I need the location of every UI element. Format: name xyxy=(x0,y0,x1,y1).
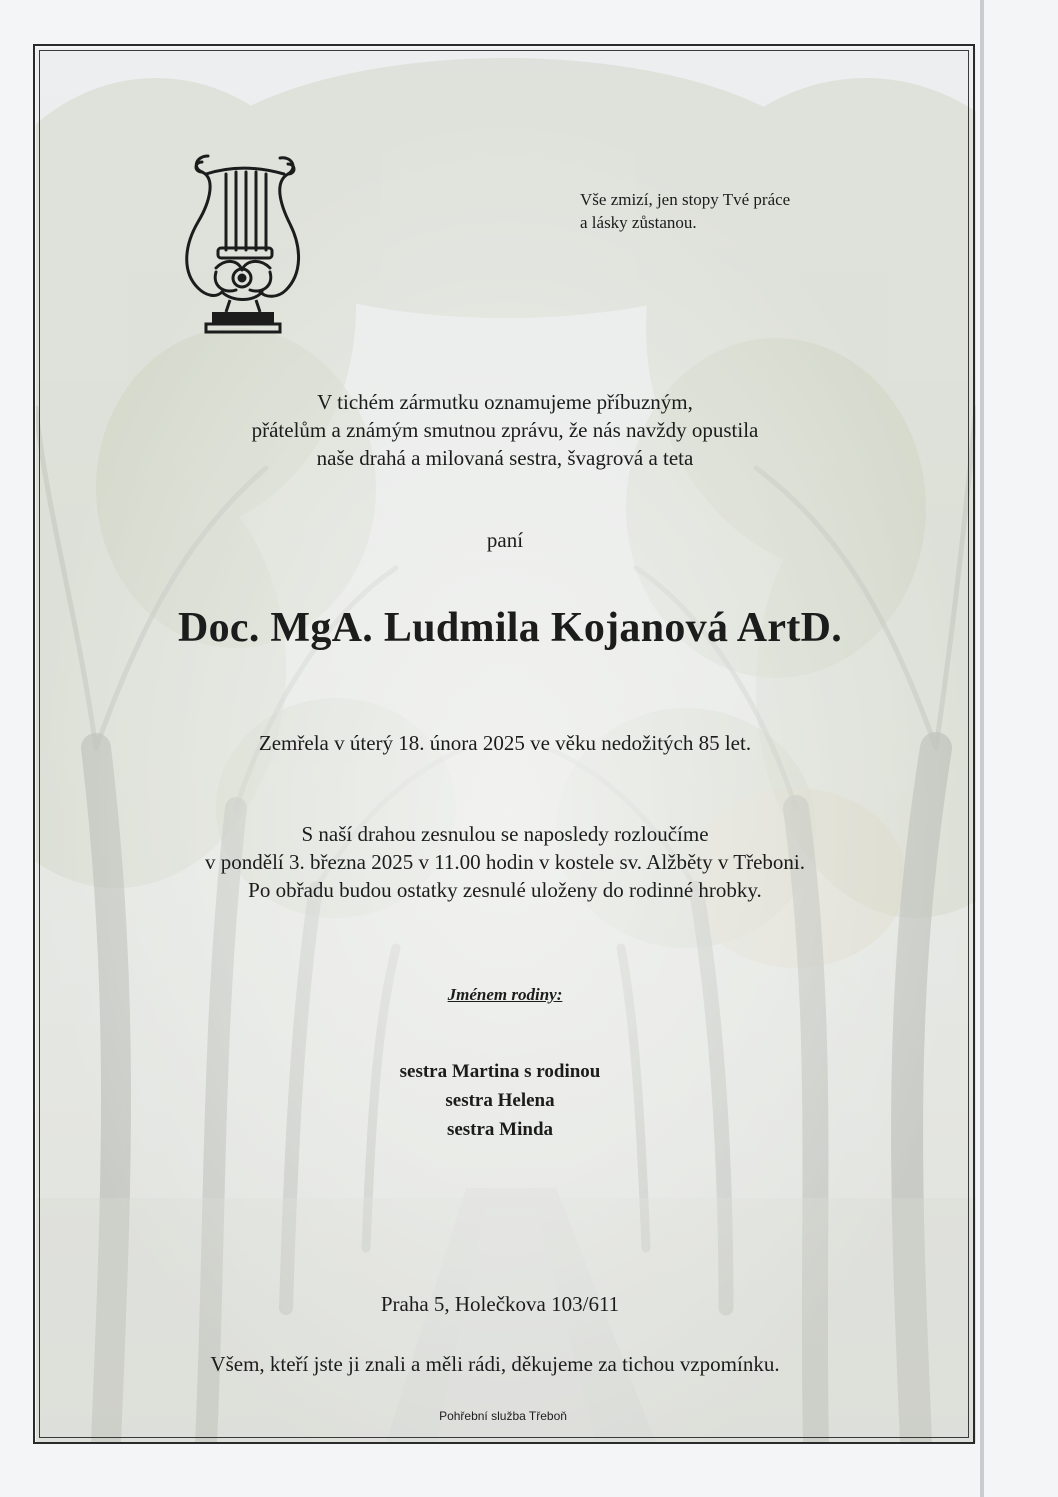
family-member: sestra Martina s rodinou xyxy=(399,1061,601,1082)
announcement-line: naše drahá a milovaná sestra, švagrová a teta xyxy=(316,446,694,470)
address: Praha 5, Holečkova 103/611 xyxy=(380,1292,620,1316)
ceremony-line: Po obřadu budou ostatky zesnulé uloženy do rodinné hrobky. xyxy=(248,878,762,902)
honorific: paní xyxy=(486,528,524,552)
death-notice: Zemřela v úterý 18. února 2025 ve věku nedožitých 85 let. xyxy=(258,731,752,755)
quote-line: Vše zmizí, jen stopy Tvé práce xyxy=(580,190,791,209)
quote xyxy=(580,188,790,234)
thanks-text: Všem, kteří jste ji znali a měli rádi, děkujeme za tichou vzpomínku. xyxy=(210,1352,780,1376)
quote-line: a lásky zůstanou. xyxy=(580,213,697,232)
family-member: sestra Minda xyxy=(446,1119,554,1140)
deceased-name: Doc. MgA. Ludmila Kojanová ArtD. xyxy=(177,605,843,651)
announcement-line: přátelům a známým smutnou zprávu, že nás navždy opustila xyxy=(251,418,759,442)
family-members xyxy=(0,1057,1000,1144)
ceremony-line: v pondělí 3. března 2025 v 11.00 hodin v kostele sv. Alžběty v Třeboni. xyxy=(205,850,805,874)
ceremony-line: S naší drahou zesnulou se naposledy rozloučíme xyxy=(301,822,709,846)
announcement-line: V tichém zármutku oznamujeme příbuzným, xyxy=(317,390,693,414)
family-member: sestra Helena xyxy=(445,1090,555,1111)
ceremony-details xyxy=(0,820,1010,904)
family-heading: Jménem rodiny: xyxy=(447,985,563,1004)
funeral-service-name: Pohřební služba Třeboň xyxy=(439,1409,567,1423)
announcement-text xyxy=(0,388,1010,472)
lyre-icon xyxy=(176,142,306,340)
